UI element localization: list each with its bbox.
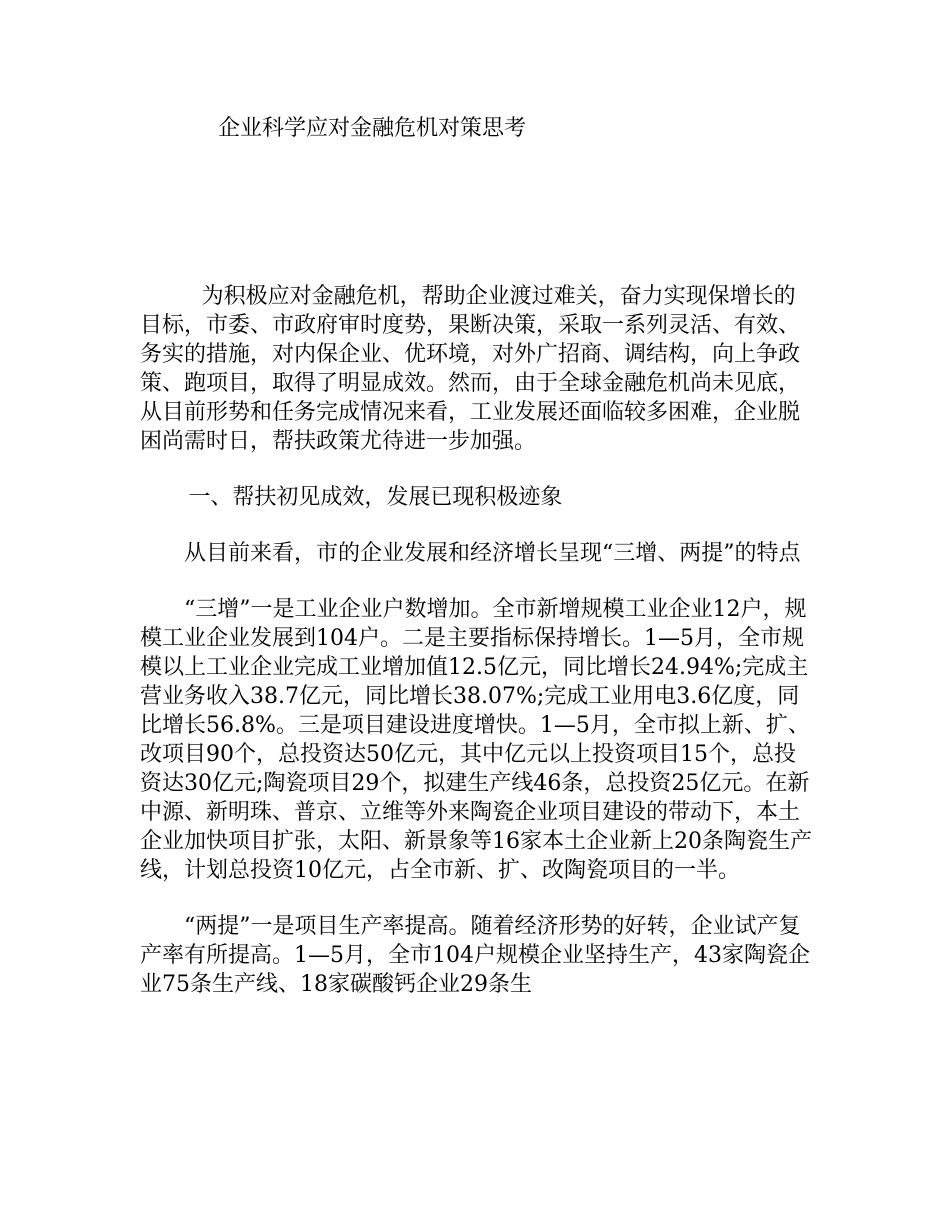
two-improvements-paragraph: “两提”一是项目生产率提高。随着经济形势的好转，企业试产复产率有所提高。1—5月，全市104户规模企业坚持生产，43家陶瓷企业75条生产线、18家碳酸钙企业29条生 xyxy=(140,914,810,997)
intro-paragraph: 为积极应对金融危机，帮助企业渡过难关，奋力实现保增长的目标，市委、市政府审时度势，果断决策，采取一系列灵活、有效、务实的措施，对内保企业、优环境，对外广招商、调结构，向上争政策、跑项目，取得了明显成效。然而，由于全球金融危机尚未见底，从目前形势和任务完成情况来看，工业发展还面临较多困难，企业脱困尚需时日，帮扶政策尤待进一步加强。 xyxy=(140,284,801,454)
document-title: 企业科学应对金融危机对策思考 xyxy=(218,116,527,141)
summary-paragraph: 从目前来看，市的企业发展和经济增长呈现“三增、两提”的特点 xyxy=(184,541,801,566)
section-heading: 一、帮扶初见成效，发展已现积极迹象 xyxy=(188,485,563,510)
document-body xyxy=(140,282,816,1026)
three-increases-paragraph: “三增”一是工业企业户数增加。全市新增规模工业企业12户，规模工业企业发展到104户。二是主要指标保持增长。1—5月，全市规模以上工业企业完成工业增加值12.5亿元，同比增长24.94%;完成主营业务收入38.7亿元，同比增长38.07%;完成工业用电3.6亿度，同比增长56.8%。三是项目建设进度增快。1—5月，全市拟上新、扩、改项目90个，总投资达50亿元，其中亿元以上投资项目15个，总投资达30亿元;陶瓷项目29个，拟建生产线46条，总投资25亿元。在新中源、新明珠、普京、立维等外来陶瓷企业项目建设的带动下，本土企业加快项目扩张，太阳、新景象等16家本土企业新上20条陶瓷生产线，计划总投资10亿元，占全市新、扩、改陶瓷项目的一半。 xyxy=(140,597,812,883)
